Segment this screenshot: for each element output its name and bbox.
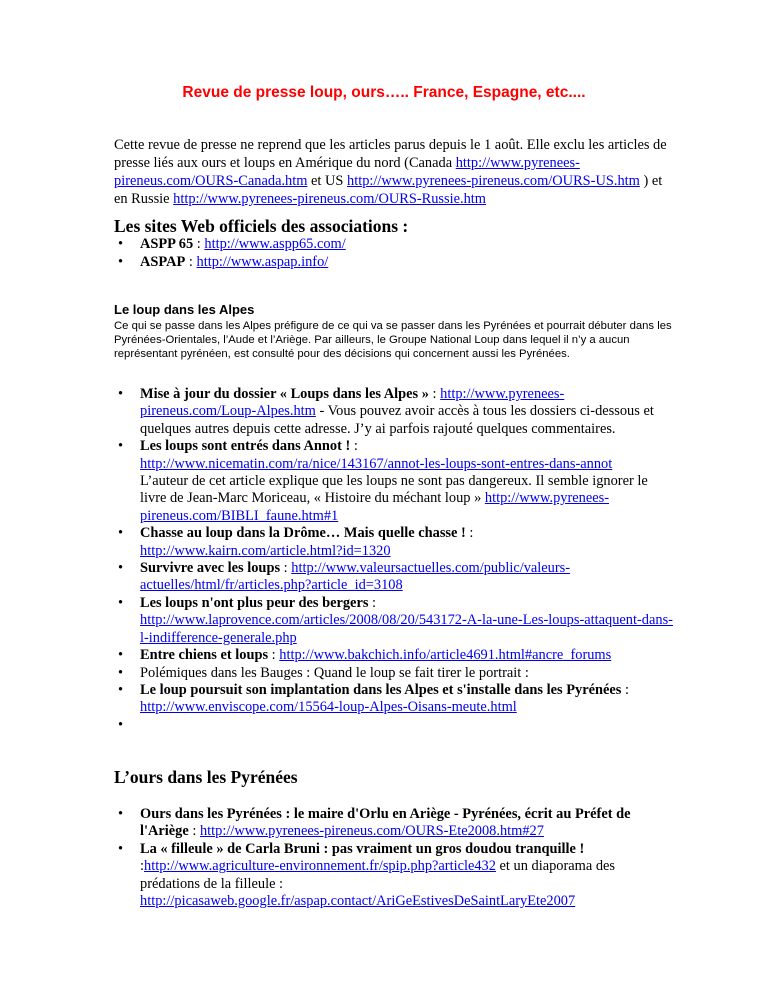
separator: :	[193, 236, 205, 252]
article-link[interactable]: http://www.pyrenees-pireneus.com/OURS-Ete2008.htm#27	[199, 823, 544, 840]
list-item	[114, 235, 346, 253]
alps-press-list	[114, 386, 676, 734]
site-name: ASPP 65	[140, 236, 194, 252]
separator: :	[185, 254, 197, 270]
list-item	[114, 647, 676, 664]
article-link[interactable]: http://www.valeursactuelles.com/public/valeurs-actuelles/html/fr/articles.php?article_id=3108	[140, 560, 571, 594]
bullet-icon: •	[118, 806, 124, 822]
article-link[interactable]: http://www.pyrenees-pireneus.com/BIBLI_faune.htm#1	[140, 490, 610, 524]
article-link[interactable]: http://www.bakchich.info/article4691.html#ancre_forums	[279, 647, 612, 664]
article-link[interactable]: http://www.agriculture-environnement.fr/spip.php?article432	[144, 858, 496, 875]
bullet-icon: •	[118, 254, 124, 270]
list-item	[114, 841, 676, 911]
separator: :	[350, 438, 358, 455]
article-note: L’auteur de cet article explique que les loups ne sont pas dangereux. Il semble ignorer le livre de Jean-Marc Moriceau, « Histoire du méchant loup »	[140, 473, 648, 507]
article-title: La « filleule » de Carla Bruni : pas vraiment un gros doudou tranquille !	[140, 840, 585, 857]
list-item	[114, 525, 676, 560]
separator: :	[268, 647, 280, 664]
list-item	[114, 560, 676, 595]
article-title: Chasse au loup dans la Drôme… Mais quelle chasse !	[140, 525, 466, 542]
link-ours-russie[interactable]: http://www.pyrenees-pireneus.com/OURS-Russie.htm	[173, 191, 486, 207]
bullet-icon: •	[118, 386, 124, 402]
bears-press-list	[114, 806, 676, 910]
alps-description: Ce qui se passe dans les Alpes préfigure de ce qui va se passer dans les Pyrénées et pourrait débuter dans les Pyrénées-Orientales, l’Aude et l’Ariège. Par ailleurs, le Groupe National Loup dans lequel il n’y a aucun représentant pyrénéen, est consulté pour des décisions qui concernent aussi les Pyrénées.	[114, 320, 672, 361]
separator: :	[280, 560, 292, 577]
separator: :	[428, 386, 441, 402]
link-ours-canada[interactable]: http://www.pyrenees-pireneus.com/OURS-Canada.htm	[114, 155, 580, 189]
article-note: - Vous pouvez avoir accès à tous les dossiers ci-dessous et quelques autres depuis cette adresse. J’y ai parfois rajouté quelques commentaires.	[140, 403, 654, 437]
intro-text: et US	[307, 173, 348, 189]
bullet-icon: •	[118, 716, 124, 733]
article-link[interactable]: http://www.pyrenees-pireneus.com/Loup-Alpes.htm	[140, 386, 565, 420]
article-title: Mise à jour du dossier « Loups dans les Alpes »	[140, 386, 429, 402]
list-item	[114, 682, 676, 717]
intro-paragraph	[114, 136, 676, 208]
sites-heading: Les sites Web officiels des associations :	[114, 216, 409, 236]
list-item	[114, 386, 676, 438]
intro-text: ) et en Russie	[114, 173, 663, 207]
article-title: Survivre avec les loups	[140, 560, 281, 577]
bullet-icon: •	[118, 840, 124, 857]
article-link[interactable]: http://www.kairn.com/article.html?id=1320	[140, 542, 391, 559]
bullet-icon: •	[118, 525, 124, 542]
list-item	[114, 253, 346, 271]
article-link[interactable]: http://www.enviscope.com/15564-loup-Alpes-Oisans-meute.html	[140, 699, 517, 716]
article-title: Les loups n'ont plus peur des bergers	[140, 594, 369, 611]
site-name: ASPAP	[140, 254, 186, 270]
bullet-icon: •	[118, 681, 124, 698]
bullet-icon: •	[118, 560, 124, 577]
bullet-icon: •	[118, 664, 124, 681]
list-item	[114, 438, 676, 525]
separator: :	[188, 823, 200, 840]
alps-heading: Le loup dans les Alpes	[114, 302, 255, 317]
article-title: Ours dans les Pyrénées : le maire d'Orlu en Ariège - Pyrénées, écrit au Préfet de l'Ariège	[140, 806, 631, 840]
article-text: Polémiques dans les Bauges : Quand le loup se fait tirer le portrait :	[140, 664, 529, 681]
link-aspp65[interactable]: http://www.aspp65.com/	[204, 236, 346, 252]
article-title: Le loup poursuit son implantation dans les Alpes et s'installe dans les Pyrénées	[140, 681, 622, 698]
list-item	[114, 806, 676, 841]
bullet-icon: •	[118, 236, 124, 252]
article-title: Entre chiens et loups	[140, 647, 269, 664]
list-item-empty	[114, 717, 676, 734]
list-item	[114, 595, 676, 647]
intro-text: Cette revue de presse ne reprend que les articles parus depuis le 1 août. Elle exclu les articles de presse liés aux ours et loups en Amérique du nord (Canada	[114, 137, 667, 171]
separator: :	[621, 681, 629, 698]
article-note: et un diaporama des prédations de la filleule :	[140, 858, 616, 892]
link-aspap[interactable]: http://www.aspap.info/	[196, 254, 329, 270]
list-item	[114, 665, 676, 682]
bullet-icon: •	[118, 647, 124, 664]
separator: :	[368, 594, 377, 611]
article-link[interactable]: http://www.laprovence.com/articles/2008/08/20/543172-A-la-une-Les-loups-attaquent-dans-l-indifference-generale.php	[140, 612, 673, 646]
article-title: Les loups sont entrés dans Annot !	[140, 438, 351, 455]
sites-list	[114, 235, 346, 271]
article-link[interactable]: http://picasaweb.google.fr/aspap.contact/AriGeEstivesDeSaintLaryEte2007	[140, 893, 576, 910]
separator: :	[140, 858, 144, 875]
bullet-icon: •	[118, 594, 124, 611]
document-title: Revue de presse loup, ours….. France, Espagne, etc....	[182, 84, 586, 101]
bears-heading: L’ours dans les Pyrénées	[114, 767, 298, 787]
link-ours-us[interactable]: http://www.pyrenees-pireneus.com/OURS-US.htm	[347, 173, 640, 189]
separator: :	[465, 525, 474, 542]
article-link[interactable]: http://www.nicematin.com/ra/nice/143167/annot-les-loups-sont-entres-dans-annot	[140, 455, 613, 472]
bullet-icon: •	[118, 438, 124, 455]
